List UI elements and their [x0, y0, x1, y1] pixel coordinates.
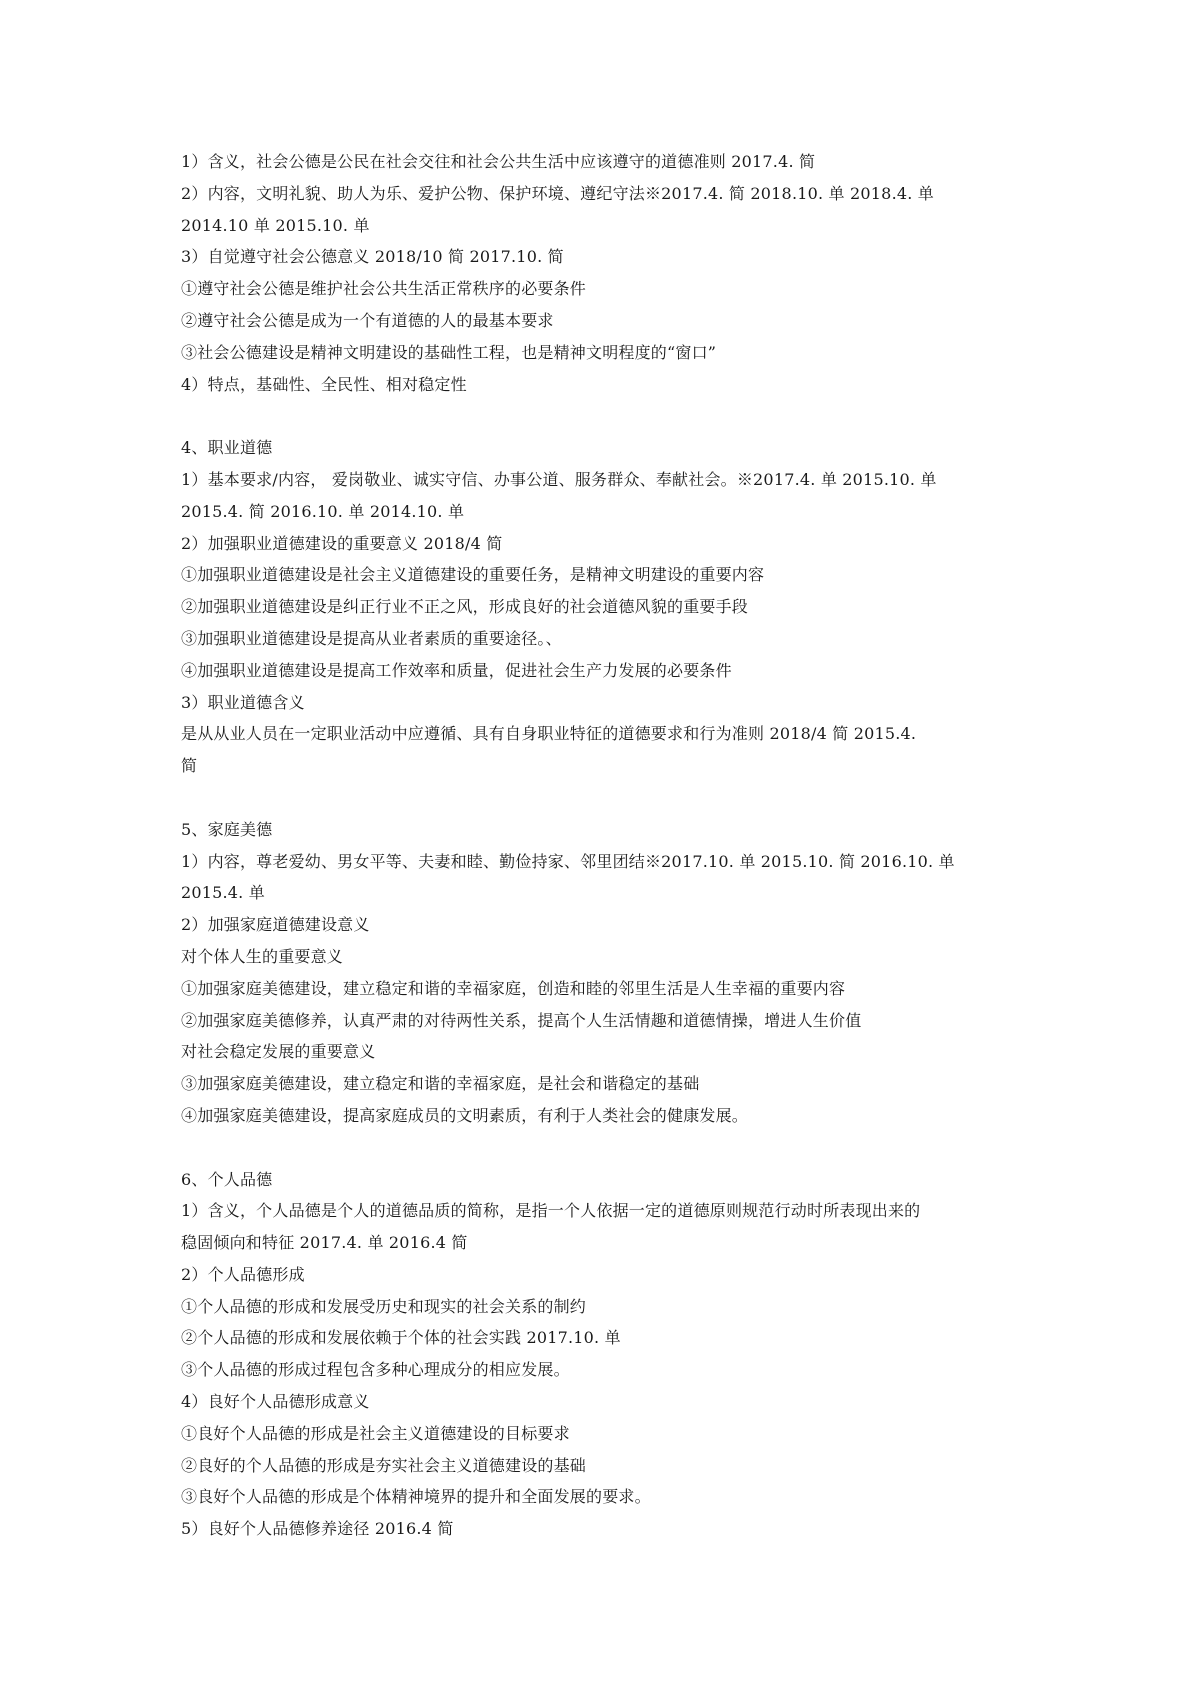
text-line: ①遵守社会公德是维护社会公共生活正常秩序的必要条件 — [181, 279, 587, 299]
text-line: 3）职业道德含义 — [181, 692, 305, 712]
text-line: 5）良好个人品德修养途径 2016.4 简 — [181, 1519, 454, 1539]
text-line: ②遵守社会公德是成为一个有道德的人的最基本要求 — [181, 310, 554, 330]
text-line: 1）含义，个人品德是个人的道德品质的简称，是指一个人依据一定的道德原则规范行动时所表现出来的 — [181, 1201, 921, 1221]
text-line: 1）含义，社会公德是公民在社会交往和社会公共生活中应该遵守的道德准则 2017.4. 简 — [181, 152, 816, 171]
blank-line — [181, 782, 1021, 814]
text-line: 2）内容，文明礼貌、助人为乐、爱护公物、保护环境、遵纪守法※2017.4. 简 2018.10. 单 2018.4. 单 — [181, 183, 935, 203]
text-line: ②良好的个人品德的形成是夯实社会主义道德建设的基础 — [181, 1455, 587, 1475]
blank-line — [181, 400, 1021, 432]
text-line: 对个体人生的重要意义 — [181, 946, 344, 966]
text-line: 3）自觉遵守社会公德意义 2018/10 简 2017.10. 简 — [181, 247, 564, 267]
text-line: ①个人品德的形成和发展受历史和现实的社会关系的制约 — [181, 1296, 587, 1316]
text-line: 4）特点，基础性、全民性、相对稳定性 — [181, 374, 467, 394]
text-line: ②个人品德的形成和发展依赖于个体的社会实践 2017.10. 单 — [181, 1328, 621, 1348]
text-line: 1）基本要求/内容， 爱岗敬业、诚实守信、办事公道、服务群众、奉献社会。※2017.4. 单 2015.10. 单 — [181, 469, 937, 489]
text-line: 简 — [181, 756, 198, 776]
section-heading: 5、家庭美德 — [181, 819, 273, 839]
text-line: ④加强家庭美德建设，提高家庭成员的文明素质，有利于人类社会的健康发展。 — [181, 1105, 749, 1125]
text-line: ③加强家庭美德建设，建立稳定和谐的幸福家庭，是社会和谐稳定的基础 — [181, 1074, 700, 1094]
text-line: 对社会稳定发展的重要意义 — [181, 1042, 376, 1062]
text-line: ③加强职业道德建设是提高从业者素质的重要途径。、 — [181, 628, 562, 648]
text-line: 稳固倾向和特征 2017.4. 单 2016.4 简 — [181, 1233, 468, 1253]
text-line: ②加强职业道德建设是纠正行业不正之风，形成良好的社会道德风貌的重要手段 — [181, 597, 749, 617]
text-line: 2）加强家庭道德建设意义 — [181, 915, 370, 935]
text-line: ③良好个人品德的形成是个体精神境界的提升和全面发展的要求。 — [181, 1487, 651, 1507]
text-line: 2）加强职业道德建设的重要意义 2018/4 简 — [181, 533, 503, 553]
text-line: 2015.4. 单 — [181, 883, 265, 903]
text-line: ①加强家庭美德建设，建立稳定和谐的幸福家庭，创造和睦的邻里生活是人生幸福的重要内容 — [181, 978, 846, 998]
blank-line — [181, 1132, 1021, 1164]
text-line: 是从从业人员在一定职业活动中应遵循、具有自身职业特征的道德要求和行为准则 2018/4 简 2015.4. — [181, 724, 917, 744]
text-line: 2015.4. 简 2016.10. 单 2014.10. 单 — [181, 501, 465, 521]
text-line: ①加强职业道德建设是社会主义道德建设的重要任务，是精神文明建设的重要内容 — [181, 565, 765, 585]
text-line: 2）个人品德形成 — [181, 1264, 305, 1284]
text-line: 2014.10 单 2015.10. 单 — [181, 215, 370, 235]
text-line: ②加强家庭美德修养，认真严肃的对待两性关系，提高个人生活情趣和道德情操，增进人生价值 — [181, 1010, 862, 1030]
text-line: ④加强职业道德建设是提高工作效率和质量，促进社会生产力发展的必要条件 — [181, 660, 732, 680]
section-heading: 6、个人品德 — [181, 1169, 273, 1189]
text-line: 1）内容，尊老爱幼、男女平等、夫妻和睦、勤俭持家、邻里团结※2017.10. 单 2015.10. 简 2016.10. 单 — [181, 851, 955, 871]
section-heading: 4、职业道德 — [181, 438, 273, 458]
document-body — [181, 146, 1021, 1545]
text-line: ③社会公德建设是精神文明建设的基础性工程，也是精神文明程度的“窗口” — [181, 342, 717, 362]
text-line: ③个人品德的形成过程包含多种心理成分的相应发展。 — [181, 1360, 570, 1380]
text-line: ①良好个人品德的形成是社会主义道德建设的目标要求 — [181, 1423, 570, 1443]
text-line: 4）良好个人品德形成意义 — [181, 1392, 370, 1412]
